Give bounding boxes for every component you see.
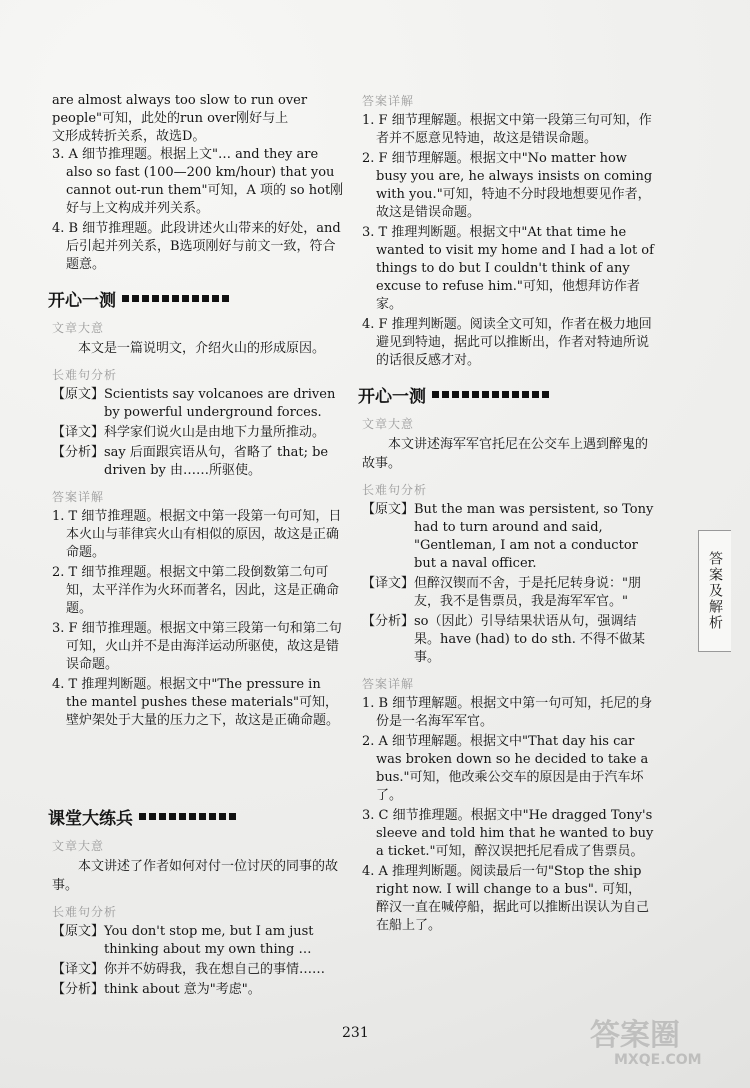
long-sentence-row xyxy=(52,386,344,422)
long-sentence-label: 长难句分析 xyxy=(52,368,118,382)
long-sentence-row xyxy=(362,501,654,573)
row-text: 但醉汉锲而不舍，于是托尼转身说："朋友，我不是售票员，我是海军军官。" xyxy=(414,576,641,609)
continued-line: are almost always too slow to run over xyxy=(52,93,308,108)
long-sentence-row xyxy=(52,981,344,999)
answer-item: 1. F 细节理解题。根据文中第一段第三句可知，作者并不愿意见特迪，故这是错误命题。 xyxy=(362,113,652,146)
row-text: You don't stop me, but I am just thinking about my own thing … xyxy=(104,924,314,957)
section-heading xyxy=(358,382,654,407)
answer-item: 4. A 推理判断题。阅读最后一句"Stop the ship right now. I will change to a bus". 可知，醉汉一直在喊停船，据此可以推断出误认为自己在船上了。 xyxy=(362,864,650,933)
row-tag: 【原文】 xyxy=(52,387,105,402)
row-tag: 【分析】 xyxy=(52,982,105,997)
long-sentence-row xyxy=(52,961,344,979)
answer-item: 3. C 细节推理题。根据文中"He dragged Tony's sleeve and told him that he wanted to buy a ticket."可知，醉汉误把托尼看成了售票员。 xyxy=(362,808,654,859)
watermark-logo: 答案圈 xyxy=(590,1018,680,1053)
answer-item: 1. T 细节推理题。根据文中第一段第一句可知，日本火山与菲律宾火山有相似的原因，故这是正确命题。 xyxy=(52,509,342,560)
row-text: think about 意为"考虑"。 xyxy=(104,982,261,997)
heading-decoration xyxy=(432,391,549,398)
summary-text: 本文是一篇说明文，介绍火山的形成原因。 xyxy=(78,341,326,356)
long-sentence-row xyxy=(52,444,344,480)
answer-item: 4. B 细节推理题。此段讲述火山带来的好处，and后引起并列关系，B选项刚好与前文一致，符合题意。 xyxy=(52,221,341,272)
row-tag: 【原文】 xyxy=(362,502,415,517)
left-column xyxy=(48,92,344,1001)
row-text: 科学家们说火山是由地下力量所推动。 xyxy=(104,425,326,440)
page-number: 231 xyxy=(342,1025,369,1041)
row-text: 你并不妨碍我，我在想自己的事情…… xyxy=(104,962,326,977)
answer-item: 2. A 细节理解题。根据文中"That day his car was broken down so he decided to take a bus."可知，他改乘公交车的原因是由于汽车坏了。 xyxy=(362,734,649,803)
answer-item: 2. F 细节理解题。根据文中"No matter how busy you are, he always insists on coming with you."可知，特迪不分时段地想要见作者，故这是错误命题。 xyxy=(362,151,653,220)
row-tag: 【分析】 xyxy=(52,445,105,460)
heading-decoration xyxy=(122,295,229,302)
row-tag: 【译文】 xyxy=(52,962,105,977)
continued-line: people"可知，此处的run over刚好与上 xyxy=(52,111,289,126)
long-sentence-label: 长难句分析 xyxy=(52,905,118,919)
answer-item: 1. B 细节理解题。根据文中第一句可知，托尼的身份是一名海军军官。 xyxy=(362,696,653,729)
continued-line: 文形成转折关系，故选D。 xyxy=(52,129,206,144)
row-text: so（因此）引导结果状语从句，强调结果。have (had) to do sth. 不得不做某事。 xyxy=(414,614,646,665)
answer-item: 4. F 推理判断题。阅读全文可知，作者在极力地回避见到特迪，据此可以推断出，作者对特迪所说的话很反感才对。 xyxy=(362,317,652,368)
answer-item: 2. T 细节推理题。根据文中第二段倒数第二句可知，太平洋作为火环而著名，因此，这是正确命题。 xyxy=(52,565,340,616)
section-heading xyxy=(48,804,344,829)
answer-item: 3. A 细节推理题。根据上文"… and they are also so fast (100—200 km/hour) that you cannot out-run them"可知，A 项的 so hot刚好与上文构成并列关系。 xyxy=(52,147,344,216)
long-sentence-row xyxy=(362,613,654,667)
long-sentence-row xyxy=(52,923,344,959)
row-tag: 【分析】 xyxy=(362,614,415,629)
summary-text: 本文讲述了作者如何对付一位讨厌的同事的故事。 xyxy=(52,859,339,893)
summary-label: 文章大意 xyxy=(52,321,105,335)
summary-label: 文章大意 xyxy=(52,839,105,853)
long-sentence-row xyxy=(362,575,654,611)
long-sentence-label: 长难句分析 xyxy=(362,483,428,497)
section-title: 开心一测 xyxy=(48,291,116,311)
answers-label: 答案详解 xyxy=(362,677,415,691)
summary-text: 本文讲述海军军官托尼在公交车上遇到醉鬼的故事。 xyxy=(362,437,649,471)
section-title: 开心一测 xyxy=(358,387,426,407)
side-tab-answers: 答案及解析 xyxy=(698,530,731,652)
watermark-url: MXQE.COM xyxy=(614,1052,702,1068)
row-tag: 【译文】 xyxy=(52,425,105,440)
row-text: Scientists say volcanoes are driven by powerful underground forces. xyxy=(104,387,336,420)
section-heading xyxy=(48,286,344,311)
answers-label: 答案详解 xyxy=(362,94,415,108)
answer-item: 4. T 推理判断题。根据文中"The pressure in the mantel pushes these materials"可知，壁炉架处于大量的压力之下，故这是正确命题。 xyxy=(52,677,340,728)
answers-label: 答案详解 xyxy=(52,490,105,504)
right-column xyxy=(358,92,654,937)
summary-label: 文章大意 xyxy=(362,417,415,431)
answer-item: 3. F 细节推理题。根据文中第三段第一句和第二句可知，火山并不是由海洋运动所驱使，故这是错误命题。 xyxy=(52,621,342,672)
row-tag: 【原文】 xyxy=(52,924,105,939)
row-tag: 【译文】 xyxy=(362,576,415,591)
row-text: But the man was persistent, so Tony had to turn around and said, "Gentleman, I am not a conductor but a naval officer. xyxy=(414,502,654,571)
answer-item: 3. T 推理判断题。根据文中"At that time he wanted to visit my home and I had a lot of things to do but I couldn't think of any excuse to refuse him."可知，他想拜访作者家。 xyxy=(362,225,654,312)
row-text: say 后面跟宾语从句，省略了 that; be driven by 由……所驱使。 xyxy=(104,445,329,478)
section-title: 课堂大练兵 xyxy=(48,809,133,829)
long-sentence-row xyxy=(52,424,344,442)
heading-decoration xyxy=(139,813,236,820)
